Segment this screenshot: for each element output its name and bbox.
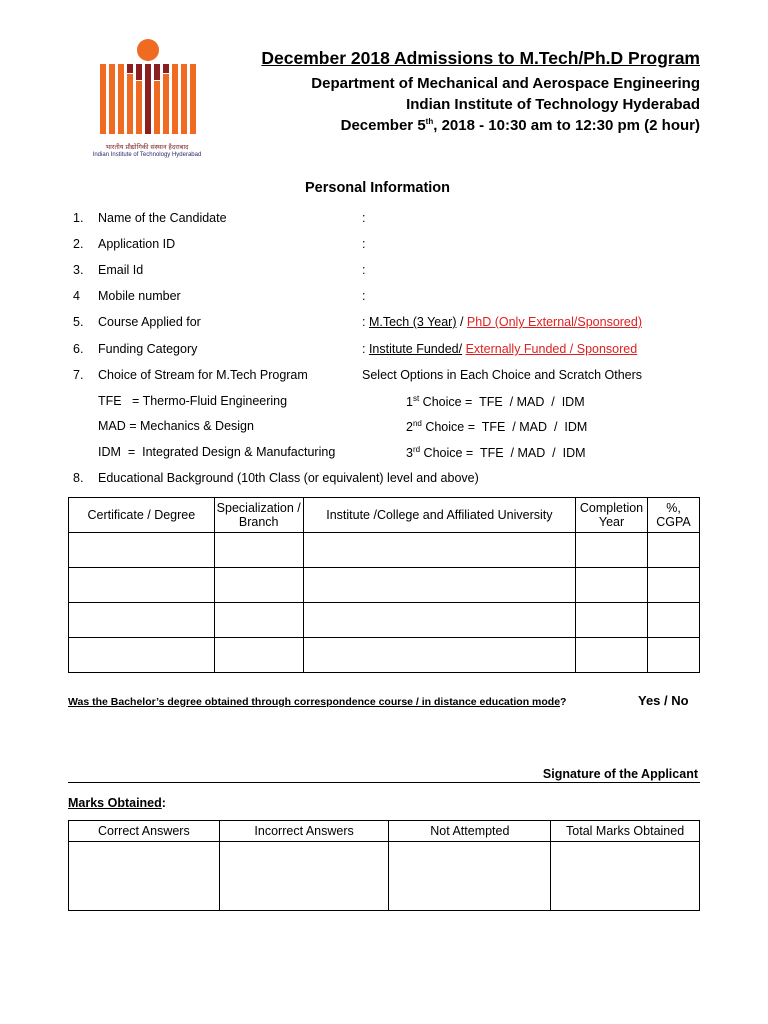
course-option-mtech[interactable]: M.Tech (3 Year) [368, 315, 457, 329]
table-cell[interactable] [214, 638, 303, 673]
iith-logo [82, 34, 212, 169]
table-cell[interactable] [648, 638, 700, 673]
table-cell[interactable] [69, 603, 215, 638]
col-header: Incorrect Answers [219, 821, 389, 842]
table-cell[interactable] [69, 533, 215, 568]
table-cell[interactable] [576, 568, 648, 603]
funding-option-external[interactable]: Externally Funded / Sponsored [465, 342, 638, 356]
table-cell[interactable] [303, 568, 575, 603]
table-row [69, 568, 700, 603]
yes-no-option[interactable]: Yes / No [638, 693, 689, 708]
col-header: Completion Year [576, 498, 648, 533]
document-title: December 2018 Admissions to M.Tech/Ph.D Program [261, 48, 700, 68]
table-cell[interactable] [551, 842, 700, 911]
table-cell[interactable] [648, 603, 700, 638]
table-cell[interactable] [303, 533, 575, 568]
col-header: Certificate / Degree [69, 498, 215, 533]
field-stream-choice: 7. Choice of Stream for M.Tech Program Select Options in Each Choice and Scratch Others [73, 368, 643, 382]
institute-name: Indian Institute of Technology Hyderabad [406, 96, 700, 113]
table-cell[interactable] [219, 842, 389, 911]
education-table-header [69, 498, 700, 533]
table-row [69, 533, 700, 568]
second-choice-select[interactable]: 2nd Choice = TFE / MAD / IDM [406, 419, 588, 435]
third-choice-select[interactable]: 3rd Choice = TFE / MAD / IDM [406, 445, 586, 461]
table-cell[interactable] [648, 533, 700, 568]
signature-line[interactable] [68, 782, 700, 783]
marks-obtained-label: Marks Obtained: [68, 796, 166, 810]
exam-date: December 5th, 2018 - 10:30 am to 12:30 pm (2 hour) [340, 117, 700, 134]
logo-hindi-text: भारतीय प्रौद्योगिकी संस्थान हैदराबाद [105, 144, 189, 151]
course-option-phd[interactable]: PhD (Only External/Sponsored) [466, 315, 643, 329]
field-education: 8. Educational Background (10th Class (or equivalent) level and above) [73, 471, 479, 485]
table-cell[interactable] [69, 638, 215, 673]
field-mobile-number[interactable]: 4 Mobile number : [73, 289, 366, 303]
funding-option-institute[interactable]: Institute Funded/ [368, 342, 463, 356]
table-cell[interactable] [303, 638, 575, 673]
table-cell[interactable] [576, 533, 648, 568]
table-cell[interactable] [214, 568, 303, 603]
stream-choice-row-1: TFE = Thermo-Fluid Engineering 1st Choice = TFE / MAD / IDM [98, 394, 585, 410]
field-course-applied: 5. Course Applied for : M.Tech (3 Year) / PhD (Only External/Sponsored) [73, 315, 643, 329]
col-header: Institute /College and Affiliated University [303, 498, 575, 533]
marks-table [68, 820, 700, 911]
table-cell[interactable] [214, 533, 303, 568]
table-cell[interactable] [69, 568, 215, 603]
table-cell[interactable] [576, 603, 648, 638]
col-header: %, CGPA [648, 498, 700, 533]
marks-table-header [69, 821, 700, 842]
table-cell[interactable] [303, 603, 575, 638]
table-row [69, 842, 700, 911]
iith-emblem-icon [82, 34, 212, 142]
first-choice-select[interactable]: 1st Choice = TFE / MAD / IDM [406, 394, 585, 410]
col-header: Specialization / Branch [214, 498, 303, 533]
section-title: Personal Information [305, 180, 451, 196]
table-cell[interactable] [214, 603, 303, 638]
education-table [68, 497, 700, 673]
field-funding-category: 6. Funding Category : Institute Funded/ Externally Funded / Sponsored [73, 342, 638, 356]
department-name: Department of Mechanical and Aerospace Engineering [311, 75, 700, 92]
col-header: Correct Answers [69, 821, 220, 842]
field-candidate-name[interactable]: 1. Name of the Candidate : [73, 211, 366, 225]
correspondence-question: Was the Bachelor’s degree obtained through correspondence course / in distance education mode? [68, 696, 567, 708]
stream-choice-row-2: MAD = Mechanics & Design 2nd Choice = TFE / MAD / IDM [98, 419, 588, 435]
table-row [69, 603, 700, 638]
table-row [69, 638, 700, 673]
stream-choice-row-3: IDM = Integrated Design & Manufacturing 3rd Choice = TFE / MAD / IDM [98, 445, 586, 461]
signature-label: Signature of the Applicant [542, 767, 698, 781]
table-cell[interactable] [576, 638, 648, 673]
col-header: Not Attempted [389, 821, 551, 842]
table-cell[interactable] [389, 842, 551, 911]
field-email-id[interactable]: 3. Email Id : [73, 263, 366, 277]
table-cell[interactable] [69, 842, 220, 911]
field-application-id[interactable]: 2. Application ID : [73, 237, 366, 251]
col-header: Total Marks Obtained [551, 821, 700, 842]
table-cell[interactable] [648, 568, 700, 603]
logo-english-text: Indian Institute of Technology Hyderabad [92, 152, 202, 158]
